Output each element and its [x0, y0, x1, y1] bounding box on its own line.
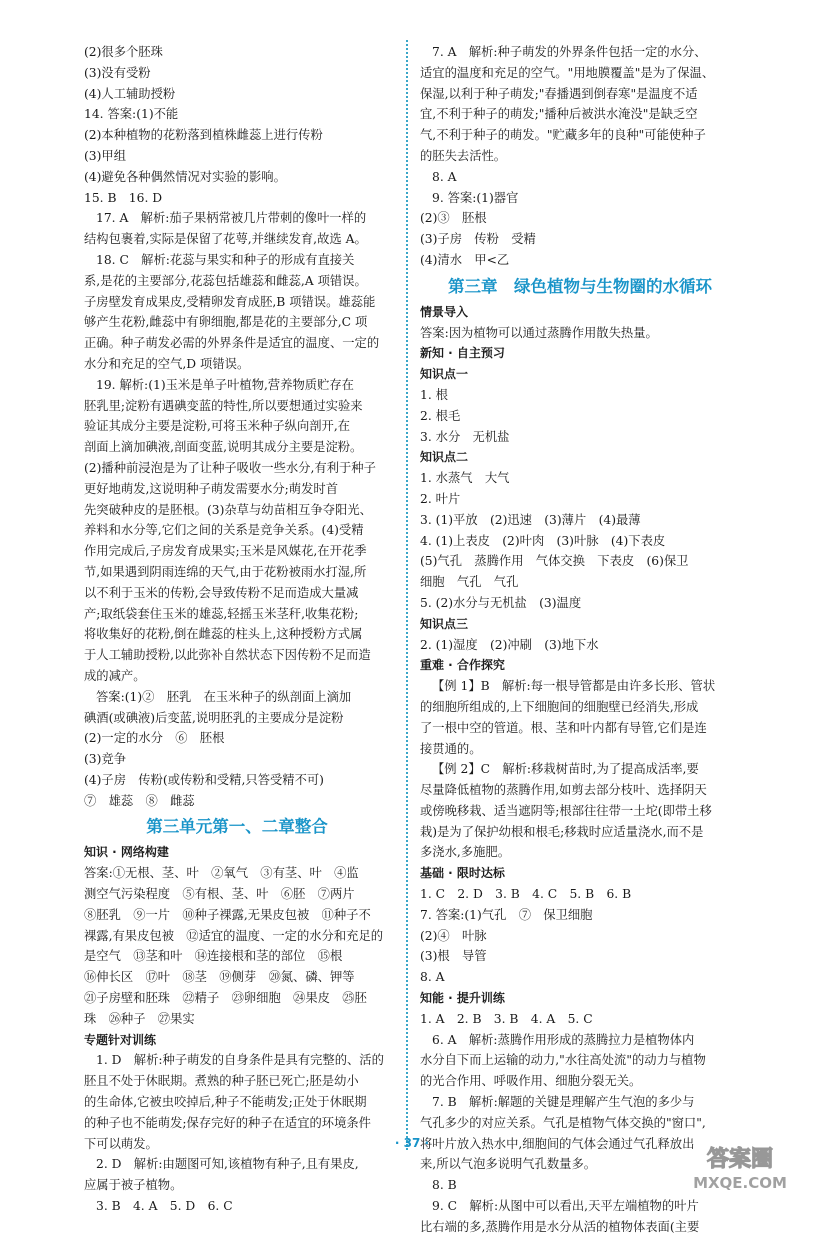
text-line: 验证其成分主要是淀粉,可将玉米种子纵向剖开,在	[84, 419, 351, 434]
text-line: ㉑子房壁和胚珠 ㉒精子 ㉓卵细胞 ㉔果皮 ㉕胚	[84, 991, 367, 1006]
text-line: 胚且不处于休眠期。煮熟的种子胚已死亡;胚是幼小	[84, 1074, 359, 1089]
text-line: 多浇水,多施肥。	[420, 845, 510, 860]
question-line: 8. B	[432, 1178, 457, 1193]
column-divider	[406, 40, 408, 1150]
text-line: (4)避免各种偶然情况对实验的影响。	[84, 169, 286, 184]
question-line: 7. B 解析:解题的关键是理解产生气泡的多少与	[432, 1095, 695, 1110]
text-line: 剖面上滴加碘液,剖面变蓝,说明其成分主要是淀粉。	[84, 440, 363, 455]
text-line: 2. 叶片	[420, 491, 461, 506]
text-line: (2)很多个胚珠	[84, 45, 163, 59]
text-line: 1. 水蒸气 大气	[420, 471, 510, 486]
text-line: (3)竞争	[84, 752, 127, 767]
question-line: 【例 1】B 解析:每一根导管都是由许多长形、管状	[432, 679, 716, 694]
text-line: (2)③ 胚根	[420, 211, 487, 226]
text-line: 宜,不利于种子的萌发;"播种后被洪水淹没"是缺乏空	[420, 107, 698, 122]
text-line: 碘酒(或碘液)后变蓝,说明胚乳的主要成分是淀粉	[84, 710, 344, 725]
text-line: 于人工辅助授粉,以此弥补自然状态下因传粉不足而造	[84, 648, 371, 663]
text-line: 够产生花粉,雌蕊中有卵细胞,都是花的主要部分,C 项	[84, 315, 368, 330]
text-line: 栽)是为了保护幼根和根毛;移栽时应适量浇水,而不是	[420, 824, 704, 839]
section-heading: 知识点一	[420, 367, 469, 382]
text-line: (3)子房 传粉 受精	[420, 232, 536, 247]
text-line: (4)人工辅助授粉	[84, 86, 176, 101]
question-line: 6. A 解析:蒸腾作用形成的蒸腾拉力是植物体内	[432, 1032, 695, 1047]
question-line: 1. D 解析:种子萌发的自身条件是具有完整的、活的	[96, 1053, 384, 1068]
text-line: 作用完成后,子房发育成果实;玉米是风媒花,在开花季	[84, 544, 367, 559]
text-line: (4)子房 传粉(或传粉和受精,只答受精不可)	[84, 772, 324, 787]
text-line: 接贯通的。	[420, 741, 482, 756]
text-line: 裸露,有果皮包被 ⑫适宜的温度、一定的水分和充足的	[84, 928, 384, 943]
section-heading: 知识点三	[420, 616, 469, 631]
text-line: 先突破种皮的是胚根。(3)杂草与幼苗相互争夺阳光、	[84, 502, 372, 517]
text-line: 2. 根毛	[420, 408, 461, 423]
text-line: 珠 ㉖种子 ㉗果实	[84, 1011, 195, 1026]
watermark-logo	[676, 1140, 804, 1194]
text-line: ⑧胚乳 ⑨一片 ⑩种子裸露,无果皮包被 ⑪种子不	[84, 907, 371, 922]
question-line: 7. A 解析:种子萌发的外界条件包括一定的水分、	[432, 45, 707, 59]
question-line: 【例 2】C 解析:移栽树苗时,为了提高成活率,要	[432, 762, 699, 777]
text-line: 的种子也不能萌发;保存完好的种子在适宜的环境条件	[84, 1115, 371, 1130]
section-heading: 知识点二	[420, 450, 469, 465]
text-line: 8. A	[420, 970, 445, 985]
text-line: 成的减产。	[84, 668, 146, 683]
section-heading: 知识 · 网络构建	[84, 845, 169, 860]
text-line: 或傍晚移栽、适当遮阴等;根部往往带一土坨(即带土移	[420, 803, 712, 818]
text-line: (2)④ 叶脉	[420, 928, 487, 943]
text-line: 节,如果遇到阴雨连绵的天气,由于花粉被雨水打湿,所	[84, 564, 367, 579]
text-line: 1. A 2. B 3. B 4. A 5. C	[420, 1011, 593, 1026]
text-line: 2. (1)湿度 (2)冲刷 (3)地下水	[420, 637, 599, 652]
left-column	[84, 42, 390, 1217]
text-line: 系,是花的主要部分,花蕊包括雄蕊和雌蕊,A 项错误。	[84, 273, 367, 288]
text-line: 细胞 气孔 气孔	[420, 575, 519, 590]
question-line: 19. 解析:(1)玉米是单子叶植物,营养物质贮存在	[96, 377, 354, 392]
text-line: (5)气孔 蒸腾作用 气体交换 下表皮 (6)保卫	[420, 554, 689, 569]
text-line: 适宜的温度和充足的空气。"用地膜覆盖"是为了保温、	[420, 65, 715, 80]
text-line: 将收集好的花粉,倒在雌蕊的柱头上,这种授粉方式属	[84, 627, 363, 642]
section-heading: 情景导入	[420, 304, 469, 319]
text-line: (3)甲组	[84, 148, 127, 163]
text-line: ⑦ 雄蕊 ⑧ 雌蕊	[84, 793, 195, 808]
text-line: 4. (1)上表皮 (2)叶肉 (3)叶脉 (4)下表皮	[420, 533, 666, 548]
answer-line: 15. B 16. D	[84, 190, 163, 205]
chapter-heading: 第三单元第一、二章整合	[146, 817, 328, 837]
text-line: 了一根中空的管道。根、茎和叶内都有导管,它们是连	[420, 720, 707, 735]
text-line: (2)播种前浸泡是为了让种子吸收一些水分,有利于种子	[84, 460, 376, 475]
text-line: 3. (1)平放 (2)迅速 (3)薄片 (4)最薄	[420, 512, 641, 527]
question-line: 答案:(1)② 胚乳 在玉米种子的纵剖面上滴加	[96, 689, 352, 704]
answer-line: 7. 答案:(1)气孔 ⑦ 保卫细胞	[420, 907, 593, 922]
text-line: 测空气污染程度 ⑤有根、茎、叶 ⑥胚 ⑦两片	[84, 887, 355, 902]
text-line: 正确。种子萌发必需的外界条件是适宜的温度、一定的	[84, 336, 380, 351]
question-line: 9. C 解析:从图中可以看出,天平左端植物的叶片	[432, 1199, 699, 1214]
section-heading: 基础 · 限时达标	[420, 866, 505, 881]
text-line: 结构包裹着,实际是保留了花萼,并继续发育,故选 A。	[84, 232, 367, 247]
text-line: 更好地萌发,这说明种子萌发需要水分;萌发时首	[84, 481, 338, 496]
watermark-title: 答案圈	[706, 1147, 774, 1172]
text-line: 来,所以气泡多说明气孔数量多。	[420, 1157, 597, 1172]
text-line: 水分自下而上运输的动力,"水往高处流"的动力与植物	[420, 1053, 706, 1068]
text-line: ⑯伸长区 ⑰叶 ⑱茎 ⑲侧芽 ⑳氮、磷、钾等	[84, 970, 355, 985]
text-line: 尽量降低植物的蒸腾作用,如剪去部分枝叶、选择阴天	[420, 783, 707, 798]
text-line: 3. 水分 无机盐	[420, 429, 510, 444]
text-line: 比右端的多,蒸腾作用是水分从活的植物体表面(主要	[420, 1219, 700, 1234]
text-line: (2)一定的水分 ⑥ 胚根	[84, 731, 225, 746]
section-heading: 知能 · 提升训练	[420, 991, 505, 1006]
text-line: 产;取纸袋套住玉米的雄蕊,轻摇玉米茎秆,收集花粉;	[84, 606, 359, 621]
answer-line: 14. 答案:(1)不能	[84, 107, 179, 122]
text-line: 1. C 2. D 3. B 4. C 5. B 6. B	[420, 887, 632, 902]
text-line: 气,不利于种子的萌发。"贮藏多年的良种"可能使种子	[420, 128, 706, 143]
text-line: 将叶片放入热水中,细胞间的气体会通过气孔释放出	[420, 1136, 695, 1151]
text-line: 水分和充足的空气,D 项错误。	[84, 356, 250, 371]
text-line: 子房壁发育成果皮,受精卵发育成胚,B 项错误。雄蕊能	[84, 294, 376, 309]
question-line: 17. A 解析:茄子果柄常被几片带刺的像叶一样的	[96, 211, 367, 226]
text-line: 气孔多少的对应关系。气孔是植物气体交换的"窗口",	[420, 1115, 706, 1130]
text-line: (3)没有受粉	[84, 65, 151, 80]
question-line: 18. C 解析:花蕊与果实和种子的形成有直接关	[96, 252, 355, 267]
section-heading: 专题针对训练	[84, 1032, 157, 1047]
text-line: 下可以萌发。	[84, 1136, 158, 1151]
question-line: 8. A	[432, 169, 457, 184]
text-line: 是空气 ⑬茎和叶 ⑭连接根和茎的部位 ⑮根	[84, 949, 343, 964]
question-line: 9. 答案:(1)器官	[432, 190, 519, 205]
text-line: 胚乳里;淀粉有遇碘变蓝的特性,所以要想通过实验来	[84, 398, 363, 413]
answer-line: 答案:①无根、茎、叶 ②氧气 ③有茎、叶 ④监	[84, 866, 359, 881]
text-line: 5. (2)水分与无机盐 (3)温度	[420, 595, 582, 610]
question-line: 3. B 4. A 5. D 6. C	[96, 1199, 233, 1214]
chapter-heading: 第三章 绿色植物与生物圈的水循环	[448, 276, 712, 296]
text-line: (4)清水 甲<乙	[420, 252, 510, 267]
right-column	[420, 42, 740, 1238]
question-line: 2. D 解析:由题图可知,该植物有种子,且有果皮,	[96, 1157, 359, 1172]
section-heading: 重难 · 合作探究	[420, 658, 505, 673]
text-line: 1. 根	[420, 387, 448, 402]
section-heading: 新知 · 自主预习	[420, 346, 505, 361]
text-line: 的生命体,它被虫咬掉后,种子不能萌发;正处于休眠期	[84, 1095, 367, 1110]
text-line: (3)根 导管	[420, 949, 487, 964]
text-line: 的细胞所组成的,上下细胞间的细胞壁已经消失,形成	[420, 699, 699, 714]
text-line: 应属于被子植物。	[84, 1178, 183, 1193]
text-line: 保湿,以利于种子萌发;"春播遇到倒春寒"是温度不适	[420, 86, 698, 101]
text-line: 的胚失去活性。	[420, 148, 507, 163]
page-number: · 37 ·	[394, 1136, 430, 1150]
text-line: (2)本种植物的花粉落到植株雌蕊上进行传粉	[84, 128, 323, 143]
answer-line: 答案:因为植物可以通过蒸腾作用散失热量。	[420, 325, 658, 340]
text-line: 养料和水分等,它们之间的关系是竞争关系。(4)受精	[84, 523, 364, 538]
watermark-url: MXQE.COM	[693, 1174, 787, 1192]
text-line: 的光合作用、呼吸作用、细胞分裂无关。	[420, 1074, 642, 1089]
text-line: 以不利于玉米的传粉,会导致传粉不足而造成大量减	[84, 585, 359, 600]
